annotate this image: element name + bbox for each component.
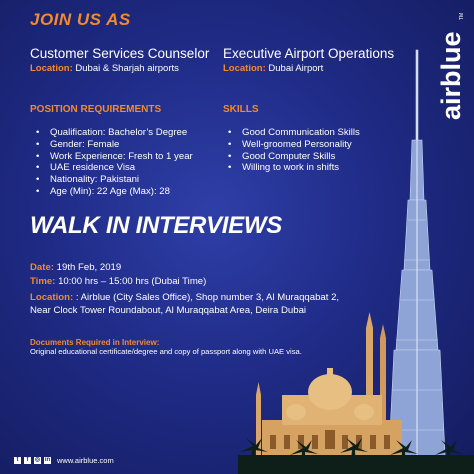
list-item: • Willing to work in shifts (228, 162, 340, 174)
interview-location: Location: : Airblue (City Sales Office), Shop number 3, Al Muraqqabat 2, (30, 292, 340, 303)
svg-text:TM: TM (459, 12, 465, 20)
linkedin-icon[interactable]: in (44, 457, 51, 463)
requirements-list (36, 127, 193, 198)
website-link[interactable]: www.airblue.com (57, 456, 114, 465)
walk-in-interviews-heading: WALK IN INTERVIEWS (30, 212, 282, 239)
list-item: • Well-groomed Personality (228, 138, 352, 150)
interview-location-line2: Near Clock Tower Roundabout, Al Muraqqabat Area, Deira Dubai (30, 305, 307, 316)
location-label: Location: (30, 63, 73, 74)
list-item: • Work Experience: Fresh to 1 year (36, 150, 193, 162)
requirements-heading: POSITION REQUIREMENTS (30, 104, 162, 115)
list-item: • Good Computer Skills (228, 150, 336, 162)
interview-time: Time: 10:00 hrs – 15:00 hrs (Dubai Time) (30, 276, 207, 287)
list-item: • Nationality: Pakistani (36, 174, 140, 186)
list-item: • Good Communication Skills (228, 127, 360, 138)
skills-list (228, 127, 360, 174)
join-us-heading: JOIN US AS (30, 10, 131, 29)
list-item: • Gender: Female (36, 138, 120, 150)
list-item: • Qualification: Bachelor’s Degree (36, 127, 188, 138)
skills-heading: SKILLS (223, 104, 259, 115)
footer (14, 456, 114, 465)
palm-trees (238, 438, 474, 474)
location-label: Location: (223, 63, 266, 74)
position-location-airport-operations (223, 63, 323, 74)
position-title-customer-services: Customer Services Counselor (30, 46, 210, 61)
interview-date: Date: 19th Feb, 2019 (30, 262, 122, 273)
mosque-illustration (256, 312, 402, 474)
svg-text:airblue: airblue (436, 31, 466, 120)
list-item: • Age (Min): 22 Age (Max): 28 (36, 185, 170, 197)
facebook-icon[interactable]: f (24, 457, 31, 464)
location-value: Dubai Airport (268, 63, 324, 74)
location-value: Dubai & Sharjah airports (75, 63, 179, 74)
list-item: • UAE residence Visa (36, 162, 136, 174)
airblue-logo (430, 12, 466, 122)
instagram-icon[interactable]: ◎ (34, 457, 41, 463)
documents-text: Original educational certificate/degree and copy of passport along with UAE visa. (30, 347, 302, 356)
documents-heading: Documents Required in Interview: (30, 338, 160, 347)
twitter-icon[interactable]: t (14, 457, 21, 464)
position-title-airport-operations: Executive Airport Operations (223, 46, 395, 61)
position-location-customer-services (30, 63, 179, 74)
